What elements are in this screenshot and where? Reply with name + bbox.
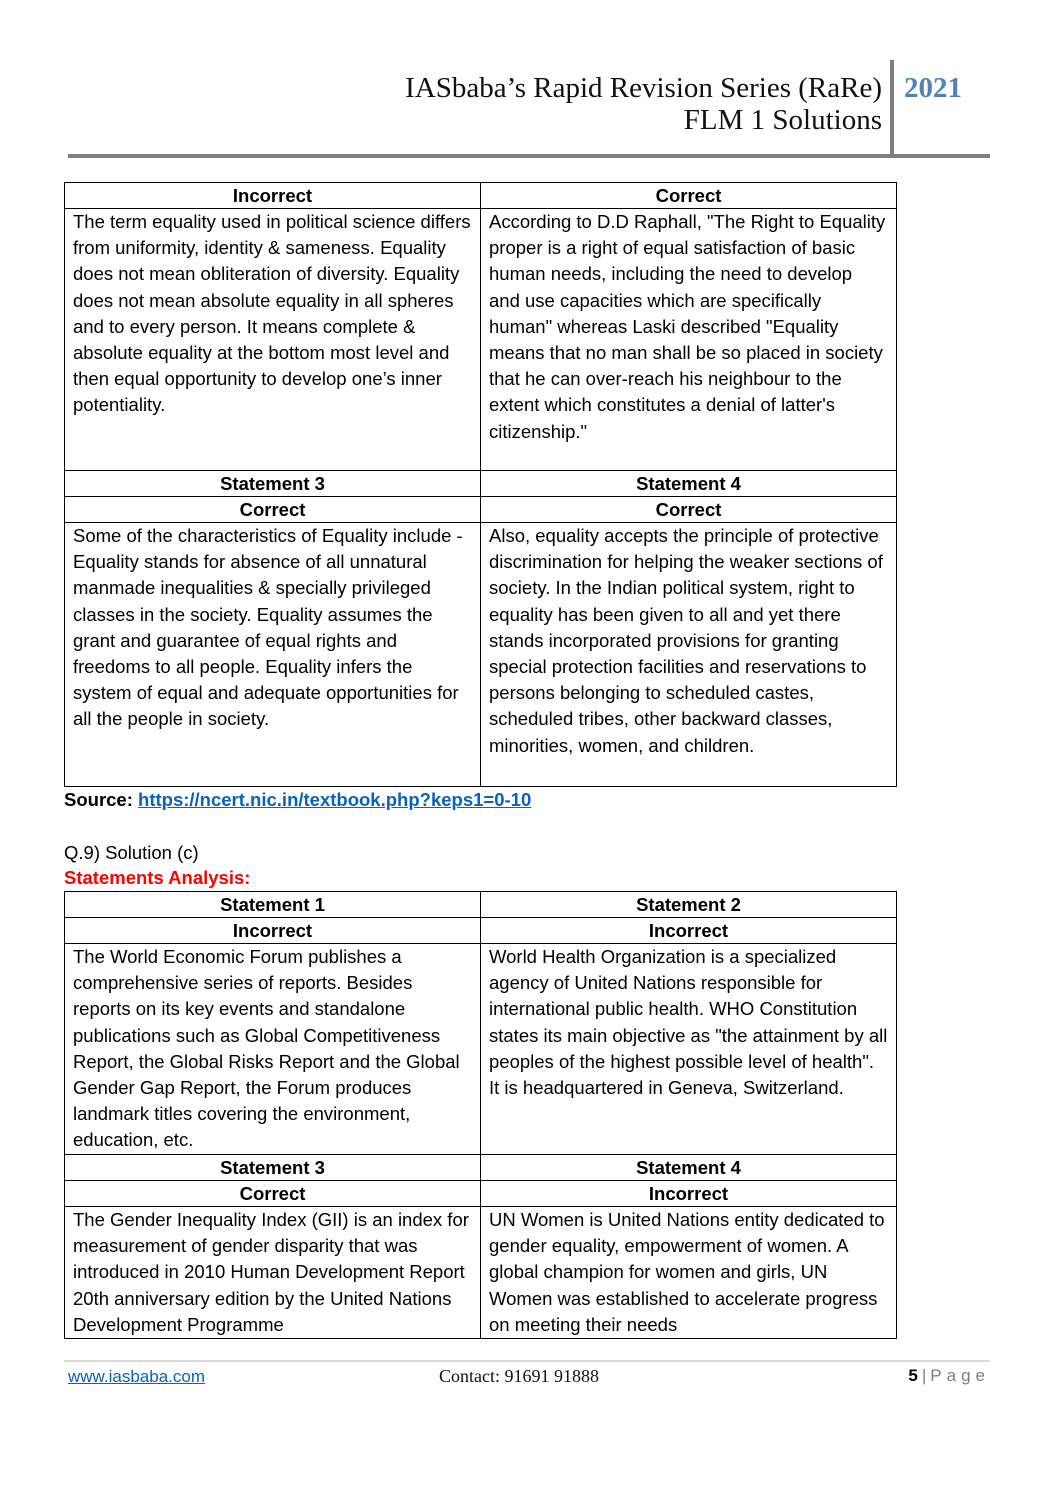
table-row bbox=[65, 209, 897, 471]
source-link[interactable]: https://ncert.nic.in/textbook.php?keps1=0-10 bbox=[138, 789, 532, 810]
question-solution-line: Q.9) Solution (c) bbox=[64, 842, 199, 863]
explanation-cell: Some of the characteristics of Equality include - Equality stands for absence of all unnatural manmade inequalities & specially privileged classes in the society. Equality assumes the grant and guarantee of equal rights and freedoms to all people. Equality infers the system of equal and adequate opportunities for all the people in society. bbox=[65, 523, 481, 787]
header-rule bbox=[68, 154, 990, 158]
table-row bbox=[65, 1181, 897, 1207]
table-row bbox=[65, 497, 897, 523]
source-label: Source: bbox=[64, 789, 139, 810]
verdict-cell: Incorrect bbox=[65, 183, 481, 209]
source-line bbox=[64, 789, 531, 811]
page-number bbox=[908, 1366, 990, 1386]
document-title bbox=[405, 72, 882, 136]
statement-title-cell: Statement 3 bbox=[65, 1155, 481, 1181]
table-row bbox=[65, 183, 897, 209]
page-label: Page bbox=[930, 1366, 990, 1385]
explanation-cell: Also, equality accepts the principle of protective discrimination for helping the weaker sections of society. In the Indian political system, right to equality has been given to all and yet there stands incorporated provisions for granting special protection facilities and reservations to persons belonging to scheduled castes, scheduled tribes, other backward classes, minorities, women, and children. bbox=[481, 523, 897, 787]
table-row bbox=[65, 1155, 897, 1181]
title-line-1: IASbaba’s Rapid Revision Series (RaRe) bbox=[405, 72, 882, 104]
header-divider bbox=[890, 60, 894, 158]
explanation-cell: UN Women is United Nations entity dedicated to gender equality, empowerment of women. A global champion for women and girls, UN Women was established to accelerate progress on meeting their needs bbox=[481, 1207, 897, 1339]
table-row bbox=[65, 1207, 897, 1339]
table-row bbox=[65, 523, 897, 787]
statements-table-q9 bbox=[64, 891, 897, 1339]
page-separator: | bbox=[921, 1366, 927, 1385]
statement-title-cell: Statement 2 bbox=[481, 892, 897, 918]
explanation-cell: The World Economic Forum publishes a comprehensive series of reports. Besides reports on its key events and standalone publications such as Global Competitiveness Report, the Global Risks Report and the Global Gender Gap Report, the Forum produces landmark titles covering the environment, education, etc. bbox=[65, 944, 481, 1155]
table-row bbox=[65, 918, 897, 944]
verdict-cell: Correct bbox=[65, 497, 481, 523]
statement-title-cell: Statement 1 bbox=[65, 892, 481, 918]
contact-info: Contact: 91691 91888 bbox=[439, 1366, 599, 1386]
header-year: 2021 bbox=[904, 72, 962, 104]
explanation-cell: The Gender Inequality Index (GII) is an index for measurement of gender disparity that was introduced in 2010 Human Development Report 20th anniversary edition by the United Nations Development Programme bbox=[65, 1207, 481, 1339]
verdict-cell: Correct bbox=[481, 497, 897, 523]
explanation-cell: According to D.D Raphall, "The Right to Equality proper is a right of equal satisfaction of basic human needs, including the need to develop and use capacities which are specifically human" whereas Laski described "Equality means that no man shall be so placed in society that he can over-reach his neighbour to the extent which constitutes a denial of latter's citizenship." bbox=[481, 209, 897, 471]
statement-title-cell: Statement 4 bbox=[481, 1155, 897, 1181]
statement-title-cell: Statement 4 bbox=[481, 471, 897, 497]
statements-table-q8 bbox=[64, 182, 897, 787]
verdict-cell: Incorrect bbox=[481, 918, 897, 944]
explanation-cell: World Health Organization is a specialized agency of United Nations responsible for international public health. WHO Constitution states its main objective as "the attainment by all peoples of the highest possible level of health". It is headquartered in Geneva, Switzerland. bbox=[481, 944, 897, 1155]
statement-title-cell: Statement 3 bbox=[65, 471, 481, 497]
verdict-cell: Correct bbox=[481, 183, 897, 209]
verdict-cell: Correct bbox=[65, 1181, 481, 1207]
page-number-value: 5 bbox=[908, 1366, 918, 1385]
explanation-cell: The term equality used in political science differs from uniformity, identity & sameness. Equality does not mean obliteration of diversity. Equality does not mean absolute equality in all spheres and to every person. It means complete & absolute equality at the bottom most level and then equal opportunity to develop one’s inner potentiality. bbox=[65, 209, 481, 471]
website-link[interactable]: www.iasbaba.com bbox=[68, 1367, 206, 1386]
verdict-cell: Incorrect bbox=[65, 918, 481, 944]
table-row bbox=[65, 892, 897, 918]
table-row bbox=[65, 471, 897, 497]
statements-analysis-heading: Statements Analysis: bbox=[64, 867, 251, 888]
verdict-cell: Incorrect bbox=[481, 1181, 897, 1207]
page-header bbox=[0, 0, 1058, 170]
title-line-2: FLM 1 Solutions bbox=[683, 104, 882, 136]
footer-rule bbox=[64, 1360, 990, 1362]
table-row bbox=[65, 944, 897, 1155]
